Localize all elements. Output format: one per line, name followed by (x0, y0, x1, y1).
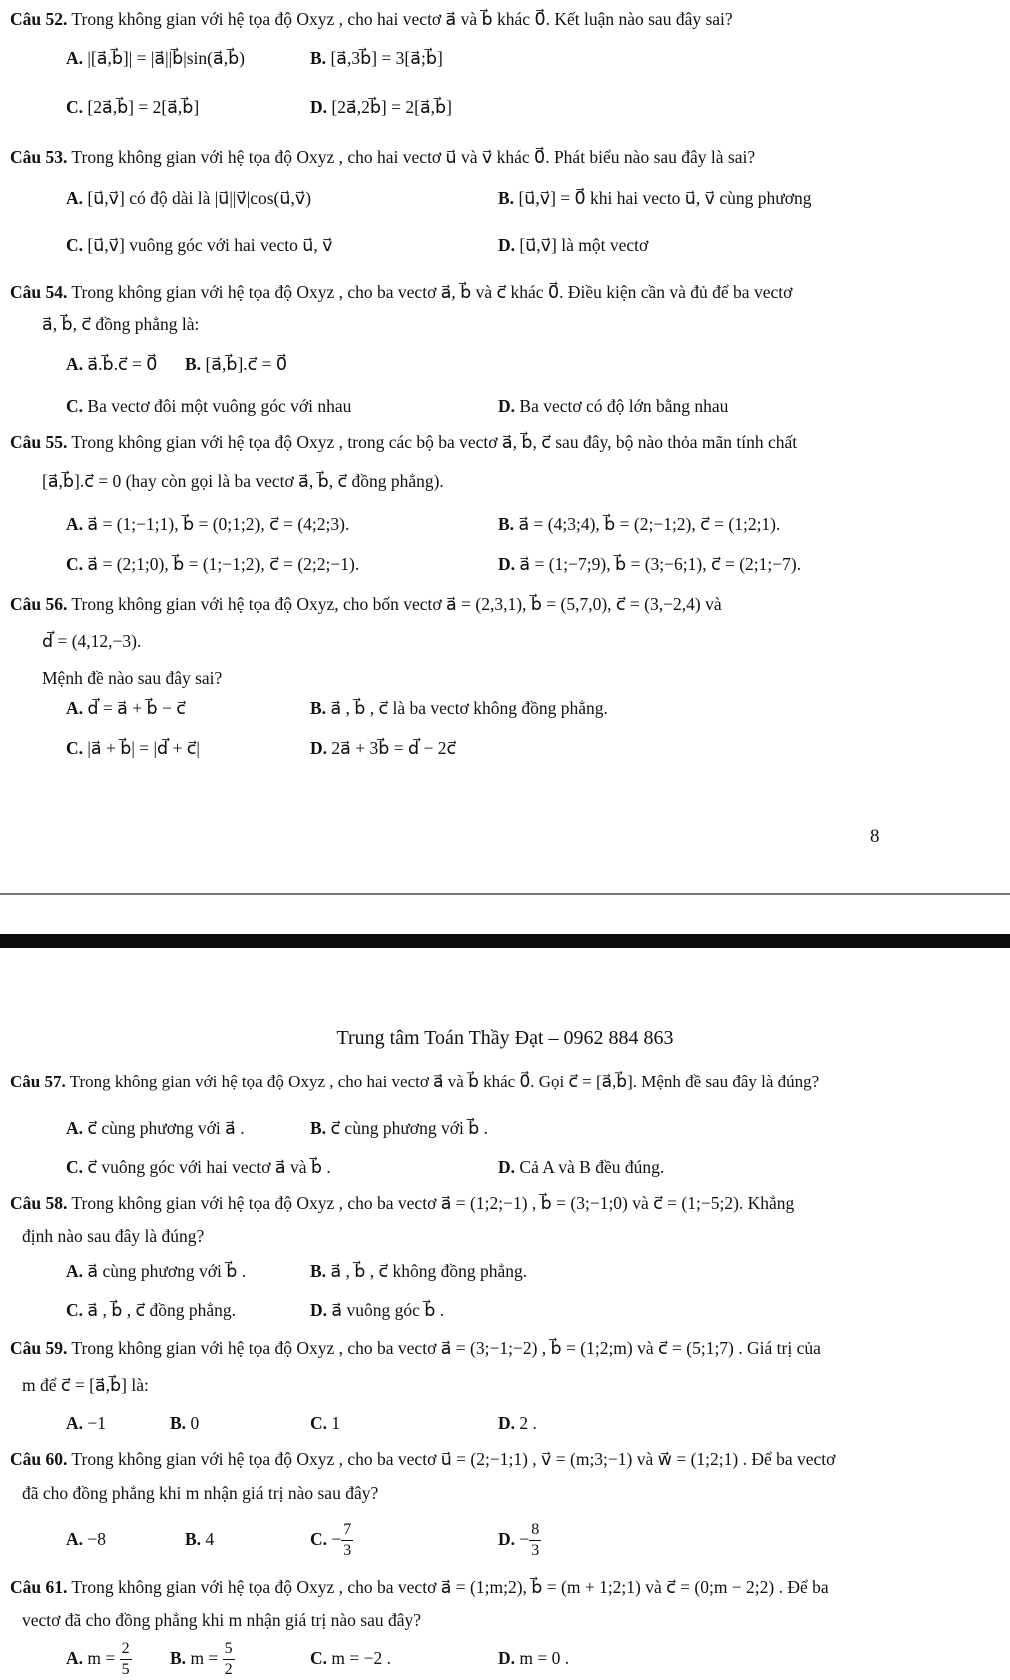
question-text: Trong không gian với hệ tọa độ Oxyz , cho ba vectơ a⃗ = (3;−1;−2) , b⃗ = (1;2;m) và c⃗ = (5;1;7) . Giá trị của (67, 1338, 821, 1358)
option-59-c: C. 1 (310, 1413, 341, 1433)
question-label: Câu 58. (10, 1193, 68, 1213)
fraction-numerator: 8 (529, 1520, 541, 1541)
option-letter: A. (66, 354, 84, 374)
question-label: Câu 61. (10, 1577, 68, 1597)
option-61-a (66, 1637, 132, 1680)
page-separator-bar (0, 934, 1010, 948)
question-label: Câu 56. (10, 594, 68, 614)
option-letter: B. (498, 188, 515, 208)
question-52-stem (10, 8, 733, 30)
option-letter: D. (498, 554, 516, 574)
option-52-a: A. |[a⃗,b⃗]| = |a⃗||b⃗|sin(a⃗,b⃗) (66, 48, 246, 68)
question-58-stem-line2: định nào sau đây là đúng? (22, 1226, 205, 1246)
question-text: Trong không gian với hệ tọa độ Oxyz , cho hai vectơ u⃗ và v⃗ khác 0⃗. Phát biểu nào sau đây là sai? (67, 147, 756, 167)
question-54-stem-line2: a⃗, b⃗, c⃗ đồng phẳng là: (42, 314, 200, 334)
question-label: Câu 57. (10, 1072, 66, 1091)
fraction-numerator: 2 (120, 1639, 132, 1660)
option-54-b: B. [a⃗,b⃗].c⃗ = 0⃗ (185, 354, 288, 374)
question-text: Trong không gian với hệ tọa độ Oxyz, cho bốn vectơ a⃗ = (2,3,1), b⃗ = (5,7,0), c⃗ = (3,−2,4) và (67, 594, 722, 614)
option-54-a: A. a⃗.b⃗.c⃗ = 0⃗ (66, 354, 158, 374)
option-letter: D. (310, 1300, 328, 1320)
question-label: Câu 52. (10, 9, 68, 29)
option-56-b: B. a⃗ , b⃗ , c⃗ là ba vectơ không đồng phẳng. (310, 698, 608, 718)
question-53-stem (10, 146, 755, 168)
option-letter: B. (185, 1529, 202, 1549)
option-letter: A. (66, 1648, 84, 1668)
option-57-b: B. c⃗ cùng phương với b⃗ . (310, 1118, 489, 1138)
option-letter: C. (310, 1648, 328, 1668)
option-letter: C. (66, 1300, 84, 1320)
option-59-a: A. −1 (66, 1413, 107, 1433)
option-letter: B. (185, 354, 202, 374)
option-61-b (170, 1637, 235, 1680)
question-56-stem (10, 593, 722, 615)
option-letter: A. (66, 698, 84, 718)
option-55-d: D. a⃗ = (1;−7;9), b⃗ = (3;−6;1), c⃗ = (2;1;−7). (498, 554, 802, 574)
option-54-c: C. Ba vectơ đôi một vuông góc với nhau (66, 396, 352, 416)
question-61-stem-line2: vectơ đã cho đồng phẳng khi m nhận giá trị nào sau đây? (22, 1610, 422, 1630)
option-61-d: D. m = 0 . (498, 1648, 570, 1668)
option-letter: A. (66, 514, 84, 534)
page-number: 8 (870, 826, 880, 847)
option-60-a: A. −8 (66, 1529, 107, 1549)
option-54-d: D. Ba vectơ có độ lớn bằng nhau (498, 396, 729, 416)
question-label: Câu 53. (10, 147, 68, 167)
option-letter: A. (66, 1261, 84, 1281)
question-60-stem (10, 1448, 835, 1470)
option-letter: C. (66, 554, 84, 574)
option-letter: C. (66, 97, 84, 117)
option-letter: A. (66, 188, 84, 208)
question-59-stem-line2: m để c⃗ = [a⃗,b⃗] là: (22, 1375, 149, 1395)
option-letter: D. (310, 97, 328, 117)
option-56-c: C. |a⃗ + b⃗| = |d⃗ + c⃗| (66, 738, 200, 758)
question-label: Câu 55. (10, 432, 68, 452)
option-53-a: A. [u⃗,v⃗] có độ dài là |u⃗||v⃗|cos(u⃗,v⃗) (66, 188, 312, 208)
option-letter: D. (498, 235, 516, 255)
option-57-a: A. c⃗ cùng phương với a⃗ . (66, 1118, 245, 1138)
option-letter: C. (310, 1413, 328, 1433)
option-letter: C. (66, 396, 84, 416)
option-label: A. m = (66, 1648, 116, 1668)
question-text: Trong không gian với hệ tọa độ Oxyz , cho ba vectơ a⃗ = (1;2;−1) , b⃗ = (3;−1;0) và c⃗ = (1;−5;2). Khẳng (67, 1193, 795, 1213)
option-57-c: C. c⃗ vuông góc với hai vectơ a⃗ và b⃗ . (66, 1157, 331, 1177)
option-55-c: C. a⃗ = (2;1;0), b⃗ = (1;−1;2), c⃗ = (2;2;−1). (66, 554, 360, 574)
option-53-d: D. [u⃗,v⃗] là một vectơ (498, 235, 649, 255)
page-header: Trung tâm Toán Thầy Đạt – 0962 884 863 (336, 1027, 674, 1049)
option-letter: B. (310, 1118, 327, 1138)
question-60-stem-line2: đã cho đồng phẳng khi m nhận giá trị nào sau đây? (22, 1483, 379, 1503)
option-53-c: C. [u⃗,v⃗] vuông góc với hai vecto u⃗, v⃗ (66, 235, 333, 255)
option-letter: B. (170, 1648, 187, 1668)
option-letter: A. (66, 1413, 84, 1433)
question-56-stem-line3: Mệnh đề nào sau đây sai? (42, 668, 223, 688)
option-52-d: D. [2a⃗,2b⃗] = 2[a⃗,b⃗] (310, 97, 452, 117)
option-letter: C. (310, 1529, 328, 1549)
option-56-a: A. d⃗ = a⃗ + b⃗ − c⃗ (66, 698, 186, 718)
question-58-stem (10, 1192, 794, 1214)
page-divider (0, 893, 1010, 895)
option-61-c: C. m = −2 . (310, 1648, 391, 1668)
option-letter: A. (66, 1529, 84, 1549)
question-text: Trong không gian với hệ tọa độ Oxyz , cho hai vectơ a⃗ và b⃗ khác 0⃗. Kết luận nào sau đây sai? (67, 9, 733, 29)
question-56-stem-line2: d⃗ = (4,12,−3). (42, 631, 142, 651)
option-label: C. − (310, 1529, 342, 1549)
question-text: Trong không gian với hệ tọa độ Oxyz , cho ba vectơ a⃗, b⃗ và c⃗ khác 0⃗. Điều kiện cần và đủ để ba vectơ (67, 282, 793, 302)
option-60-c (310, 1517, 353, 1561)
option-58-a: A. a⃗ cùng phương với b⃗ . (66, 1261, 247, 1281)
question-text: Trong không gian với hệ tọa độ Oxyz , trong các bộ ba vectơ a⃗, b⃗, c⃗ sau đây, bộ nào thỏa mãn tính chất (67, 432, 798, 452)
option-56-d: D. 2a⃗ + 3b⃗ = d⃗ − 2c⃗ (310, 738, 457, 758)
fraction-denominator: 3 (531, 1542, 540, 1560)
option-letter: A. (66, 48, 84, 68)
question-54-stem (10, 281, 792, 303)
question-text: Trong không gian với hệ tọa độ Oxyz , cho ba vectơ u⃗ = (2;−1;1) , v⃗ = (m;3;−1) và w⃗ = (1;2;1) . Để ba vectơ (67, 1449, 836, 1469)
option-letter: C. (66, 235, 84, 255)
option-52-c: C. [2a⃗,b⃗] = 2[a⃗,b⃗] (66, 97, 200, 117)
option-letter: D. (498, 1157, 516, 1177)
option-letter: B. (170, 1413, 187, 1433)
option-letter: B. (310, 1261, 327, 1281)
option-letter: B. (498, 514, 515, 534)
option-letter: D. (498, 1413, 516, 1433)
option-60-d (498, 1517, 541, 1561)
question-label: Câu 54. (10, 282, 68, 302)
option-58-d: D. a⃗ vuông góc b⃗ . (310, 1300, 445, 1320)
option-letter: C. (66, 738, 84, 758)
fraction (341, 1520, 353, 1561)
option-label: B. m = (170, 1648, 219, 1668)
option-letter: A. (66, 1118, 84, 1138)
option-58-b: B. a⃗ , b⃗ , c⃗ không đồng phẳng. (310, 1261, 528, 1281)
option-55-b: B. a⃗ = (4;3;4), b⃗ = (2;−1;2), c⃗ = (1;2;1). (498, 514, 781, 534)
fraction-numerator: 7 (341, 1520, 353, 1541)
option-letter: D. (498, 1648, 516, 1668)
option-59-d: D. 2 . (498, 1413, 537, 1433)
question-55-stem (10, 431, 797, 453)
option-letter: D. (310, 738, 328, 758)
question-61-stem (10, 1576, 829, 1598)
option-57-d: D. Cả A và B đều đúng. (498, 1157, 665, 1177)
option-55-a: A. a⃗ = (1;−1;1), b⃗ = (0;1;2), c⃗ = (4;2;3). (66, 514, 350, 534)
question-57-stem (10, 1071, 819, 1093)
question-label: Câu 59. (10, 1338, 68, 1358)
fraction-numerator: 5 (223, 1639, 235, 1660)
fraction-denominator: 3 (343, 1542, 352, 1560)
fraction (120, 1639, 132, 1680)
option-letter: D. (498, 396, 516, 416)
option-60-b: B. 4 (185, 1529, 215, 1549)
option-59-b: B. 0 (170, 1413, 200, 1433)
option-52-b: B. [a⃗,3b⃗] = 3[a⃗;b⃗] (310, 48, 443, 68)
option-53-b: B. [u⃗,v⃗] = 0⃗ khi hai vecto u⃗, v⃗ cùng phương (498, 188, 812, 208)
question-55-stem-line2: [a⃗,b⃗].c⃗ = 0 (hay còn gọi là ba vectơ a⃗, b⃗, c⃗ đồng phẳng). (42, 471, 444, 491)
option-58-c: C. a⃗ , b⃗ , c⃗ đồng phẳng. (66, 1300, 236, 1320)
fraction (223, 1639, 235, 1680)
question-text: Trong không gian với hệ tọa độ Oxyz , cho hai vectơ a⃗ và b⃗ khác 0⃗. Gọi c⃗ = [a⃗,b⃗]. Mệnh đề sau đây là đúng? (65, 1072, 820, 1091)
fraction-denominator: 5 (121, 1661, 130, 1679)
option-letter: B. (310, 698, 327, 718)
question-label: Câu 60. (10, 1449, 68, 1469)
fraction-denominator: 2 (224, 1661, 233, 1679)
question-text: Trong không gian với hệ tọa độ Oxyz , cho ba vectơ a⃗ = (1;m;2), b⃗ = (m + 1;2;1) và c⃗ = (0;m − 2;2) . Để ba (67, 1577, 829, 1597)
fraction (529, 1520, 541, 1561)
option-label: D. − (498, 1529, 530, 1549)
page-lower (0, 947, 1010, 1680)
option-letter: B. (310, 48, 327, 68)
question-59-stem (10, 1337, 821, 1359)
option-letter: D. (498, 1529, 516, 1549)
option-letter: C. (66, 1157, 84, 1177)
